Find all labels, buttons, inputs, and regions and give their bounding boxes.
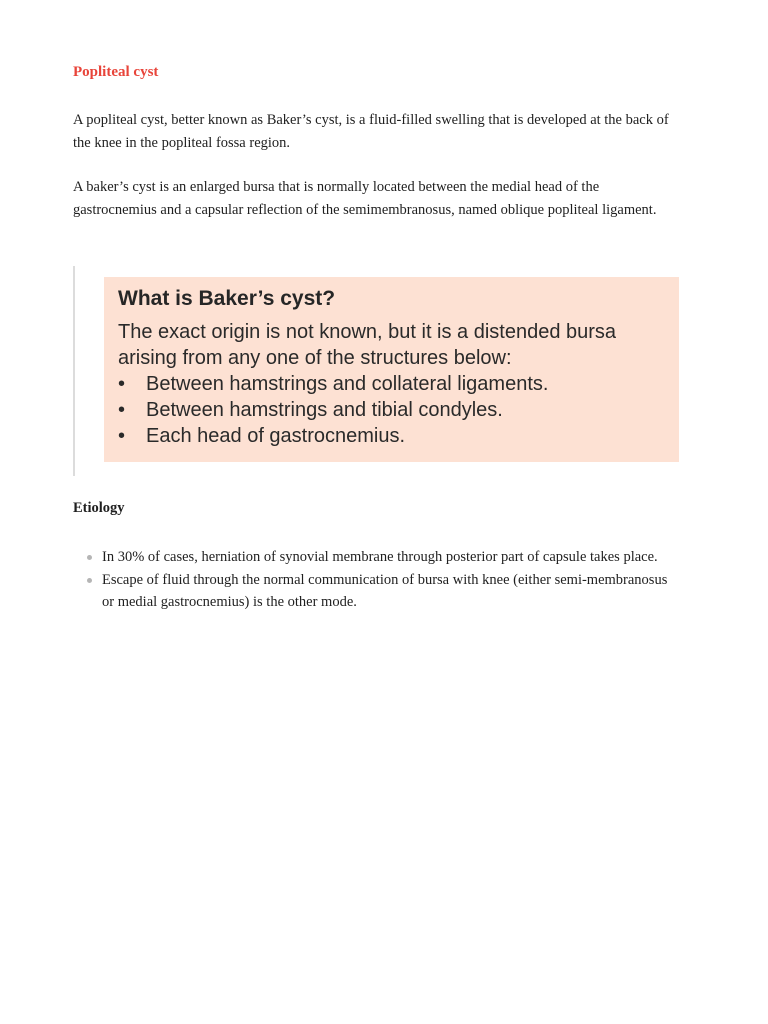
figure-list-item [118,371,665,397]
figure-list-item [118,397,665,423]
figure-intro: The exact origin is not known, but it is a distended bursa arising from any one of the structures below: [118,321,617,369]
bullet-icon: • [118,425,126,447]
bullet-dot-icon [87,555,92,560]
figure-list-item [118,423,665,449]
etiology-list [73,546,683,614]
list-item [73,569,683,614]
figure-list-item-text: Between hamstrings and tibial condyles. [146,399,503,421]
bullet-dot-icon [87,578,92,583]
blockquote-bar [73,266,75,476]
bullet-icon: • [118,399,126,421]
figure-title: What is Baker’s cyst? [118,287,336,310]
figure-image [104,277,679,462]
section-title: Popliteal cyst [73,64,159,80]
list-item-text: Escape of fluid through the normal communication of bursa with knee (either semi-membranosus or medial gastrocnemius) is the other mode. [102,571,668,610]
etiology-heading: Etiology [73,500,125,516]
list-item [73,546,683,569]
bullet-icon: • [118,373,126,395]
figure-list-item-text: Each head of gastrocnemius. [146,425,406,447]
figure-list-item-text: Between hamstrings and collateral ligaments. [146,373,549,395]
figure-list [118,371,665,449]
list-item-text: In 30% of cases, herniation of synovial membrane through posterior part of capsule takes place. [102,549,658,565]
intro-paragraph: A popliteal cyst, better known as Baker’s cyst, is a fluid-filled swelling that is developed at the back of the knee in the popliteal fossa region. [73,112,669,151]
definition-paragraph: A baker’s cyst is an enlarged bursa that is normally located between the medial head of the gastrocnemius and a capsular reflection of the semimembranosus, named oblique popliteal ligament. [73,179,657,218]
